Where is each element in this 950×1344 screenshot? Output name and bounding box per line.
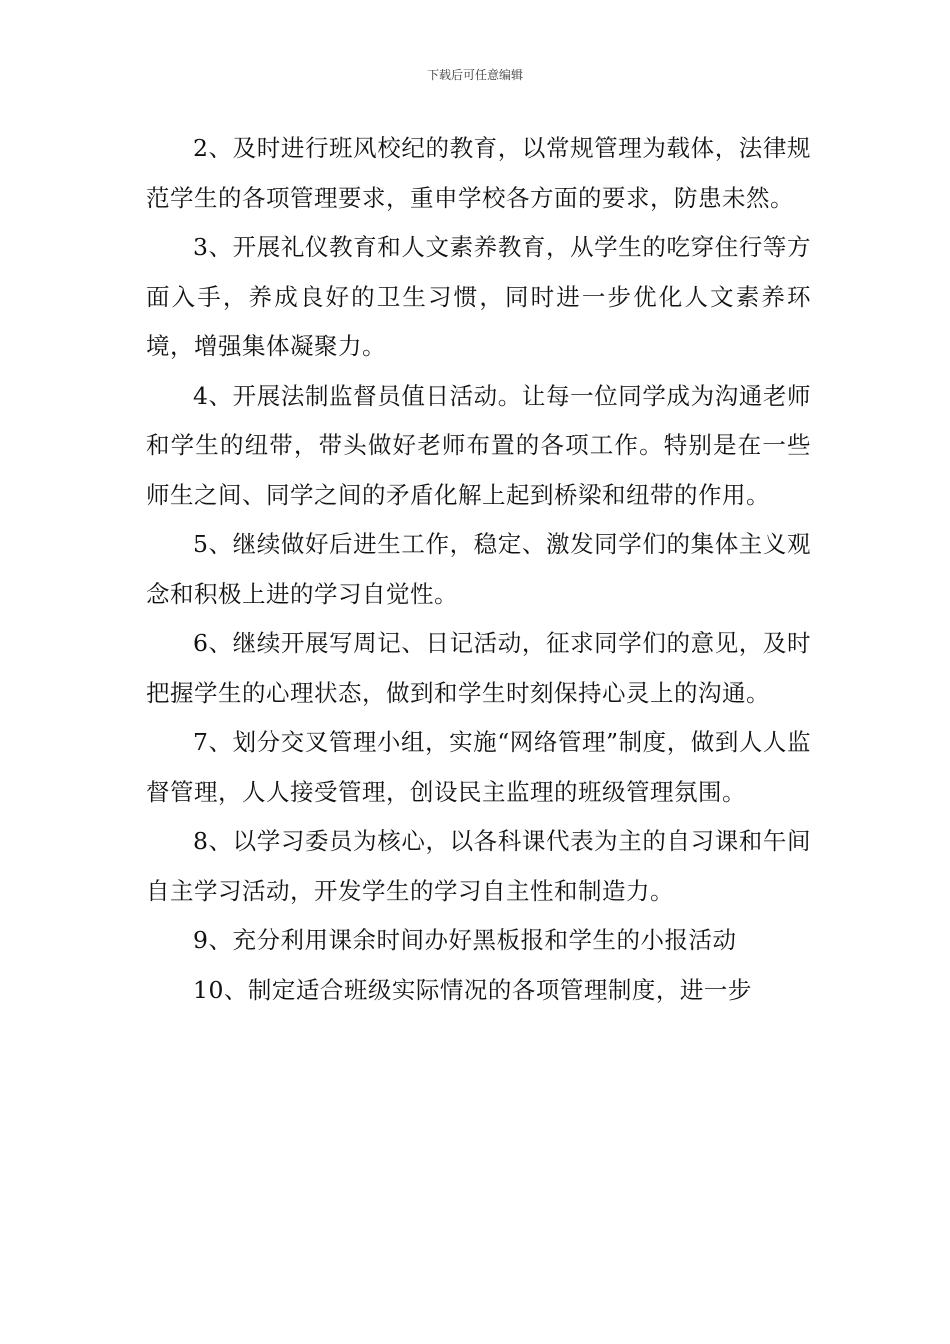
paragraph-item-10: 10、制定适合班级实际情况的各项管理制度，进一步 xyxy=(193,975,752,1004)
paragraph-item-6: 6、继续开展写周记、日记活动，征求同学们的意见，及时把握学生的心理状态，做到和学生时刻保持心灵上的沟通。 xyxy=(146,629,811,707)
paragraph-item-3: 3、开展礼仪教育和人文素养教育，从学生的吃穿住行等方面入手，养成良好的卫生习惯，同时进一步优化人文素养环境，增强集体凝聚力。 xyxy=(146,233,811,360)
paragraph-item-2: 2、及时进行班风校纪的教育，以常规管理为载体，法律规范学生的各项管理要求，重申学校各方面的要求，防患未然。 xyxy=(146,134,811,212)
paragraph-item-8: 8、以学习委员为核心，以各科课代表为主的自习课和午间自主学习活动，开发学生的学习自主性和制造力。 xyxy=(146,827,811,905)
paragraph-item-4: 4、开展法制监督员值日活动。让每一位同学成为沟通老师和学生的纽带，带头做好老师布置的各项工作。特别是在一些师生之间、同学之间的矛盾化解上起到桥梁和纽带的作用。 xyxy=(146,381,811,509)
paragraph-item-7: 7、划分交叉管理小组，实施“网络管理”制度，做到人人监督管理，人人接受管理，创设民主监理的班级管理氛围。 xyxy=(146,728,811,806)
paragraph-item-9: 9、充分利用课余时间办好黑板报和学生的小报活动 xyxy=(193,926,737,954)
page-header: 下载后可任意编辑 xyxy=(426,68,523,82)
document-body xyxy=(146,124,811,1015)
paragraph-item-5: 5、继续做好后进生工作，稳定、激发同学们的集体主义观念和积极上进的学习自觉性。 xyxy=(146,530,811,608)
